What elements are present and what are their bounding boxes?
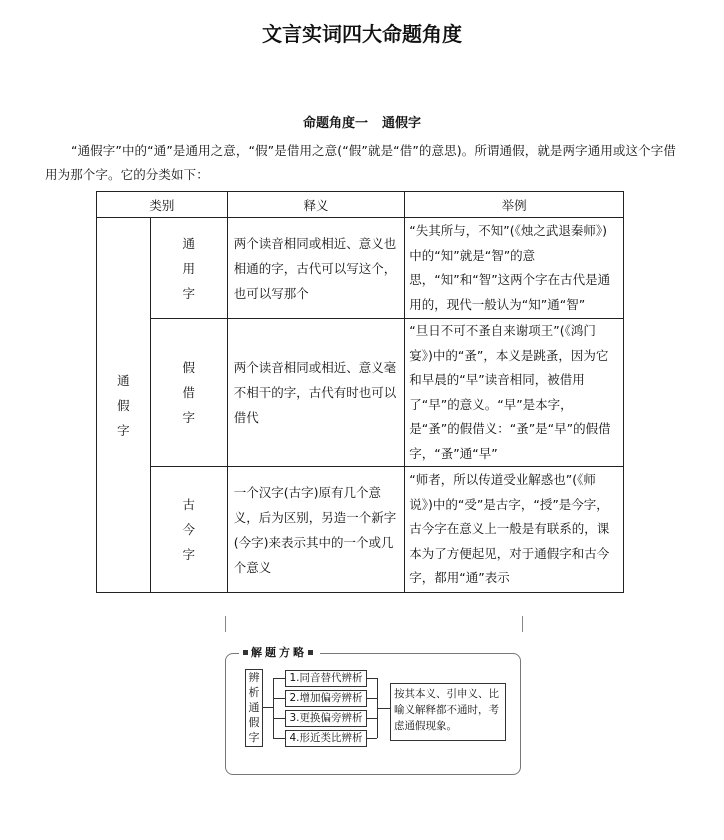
method-step-3: 3.更换偏旁辨析 xyxy=(285,710,367,727)
example-cell: “旦日不可不蚤自来谢项王”(《鸿门宴》)中的“蚤”，本义是跳蚤，因为它和早晨的“早”读音相同，被借用了“早”的意义。“早”是本字，是“蚤”的假借义：“蚤”是“早”的假借字，“蚤”通“早” xyxy=(405,319,624,467)
table-row xyxy=(97,319,624,467)
header-category: 类别 xyxy=(97,192,228,218)
connector-line xyxy=(273,738,285,739)
header-meaning: 释义 xyxy=(227,192,405,218)
type-char: 古 xyxy=(182,497,196,512)
table-header-row xyxy=(97,192,624,218)
connector-line xyxy=(273,718,285,719)
type-cell xyxy=(150,319,227,467)
method-step-2: 2.增加偏旁辨析 xyxy=(285,690,367,707)
square-bullet-icon xyxy=(243,650,248,655)
method-conclusion: 按其本义、引申义、比喻义解释都不通时，考虑通假现象。 xyxy=(390,683,506,741)
label-char: 辨 xyxy=(248,671,260,684)
example-cell: “师者，所以传道受业解惑也”(《师说》)中的“受”是古字，“授”是今字，古今字在意义上一般是有联系的，课本为了方便起见，对于通假字和古今字，都用“通”表示 xyxy=(405,467,624,593)
type-cell xyxy=(150,218,227,319)
group-char: 假 xyxy=(117,397,130,413)
subtitle-part2: 通假字 xyxy=(382,116,422,131)
square-bullet-icon xyxy=(308,650,313,655)
top-bracket xyxy=(225,616,523,632)
connector-line xyxy=(367,718,377,719)
label-char: 字 xyxy=(248,731,260,744)
connector-line xyxy=(273,698,285,699)
connector-line xyxy=(367,698,377,699)
connector-line xyxy=(273,678,274,738)
connector-line xyxy=(273,678,285,679)
header-example: 举例 xyxy=(405,192,624,218)
method-step-4: 4.形近类比辨析 xyxy=(285,730,367,747)
method-step-1: 1.同音替代辨析 xyxy=(285,670,367,687)
type-char: 借 xyxy=(182,385,196,400)
table-row xyxy=(97,218,624,319)
meaning-cell: 两个读音相同或相近、意义毫不相干的字，古代有时也可以借代 xyxy=(227,319,405,467)
type-char: 字 xyxy=(182,285,196,301)
page-title: 文言实词四大命题角度 xyxy=(262,22,462,46)
group-cell xyxy=(97,218,151,593)
label-char: 通 xyxy=(248,701,260,714)
connector-line xyxy=(377,708,390,709)
connector-line xyxy=(263,707,273,708)
type-char: 用 xyxy=(182,260,196,276)
method-header-text: 解题方略 xyxy=(251,646,307,659)
method-header xyxy=(239,644,320,660)
method-label xyxy=(245,669,263,747)
subtitle-part1: 命题角度一 xyxy=(302,116,368,131)
type-cell xyxy=(150,467,227,593)
type-char: 字 xyxy=(182,547,196,562)
section-subtitle xyxy=(0,112,724,131)
meaning-cell: 一个汉字(古字)原有几个意义，后为区别，另造一个新字(今字)来表示其中的一个或几个意义 xyxy=(227,467,405,593)
label-char: 假 xyxy=(248,716,260,729)
group-char: 字 xyxy=(117,422,130,438)
type-char: 字 xyxy=(182,410,196,425)
table-row xyxy=(97,467,624,593)
label-char: 析 xyxy=(248,686,260,699)
method-box xyxy=(225,616,521,776)
group-char: 通 xyxy=(117,372,130,388)
meaning-cell: 两个读音相同或相近、意义也相通的字，古代可以写这个，也可以写那个 xyxy=(227,218,405,319)
type-char: 通 xyxy=(182,235,196,251)
connector-line xyxy=(367,678,377,679)
type-char: 今 xyxy=(182,522,196,537)
type-char: 假 xyxy=(182,360,196,375)
intro-paragraph: “通假字”中的“通”是通用之意，“假”是借用之意(“假”就是“借”的意思)。所谓通假，就是两字通用或这个字借用为那个字。它的分类如下： xyxy=(45,143,676,182)
connector-line xyxy=(367,738,377,739)
example-cell: “失其所与，不知”(《烛之武退秦师》)中的“知”就是“智”的意思，“知”和“智”这两个字在古代是通用的，现代一般认为“知”通“智” xyxy=(405,218,624,319)
classification-table xyxy=(96,191,624,593)
